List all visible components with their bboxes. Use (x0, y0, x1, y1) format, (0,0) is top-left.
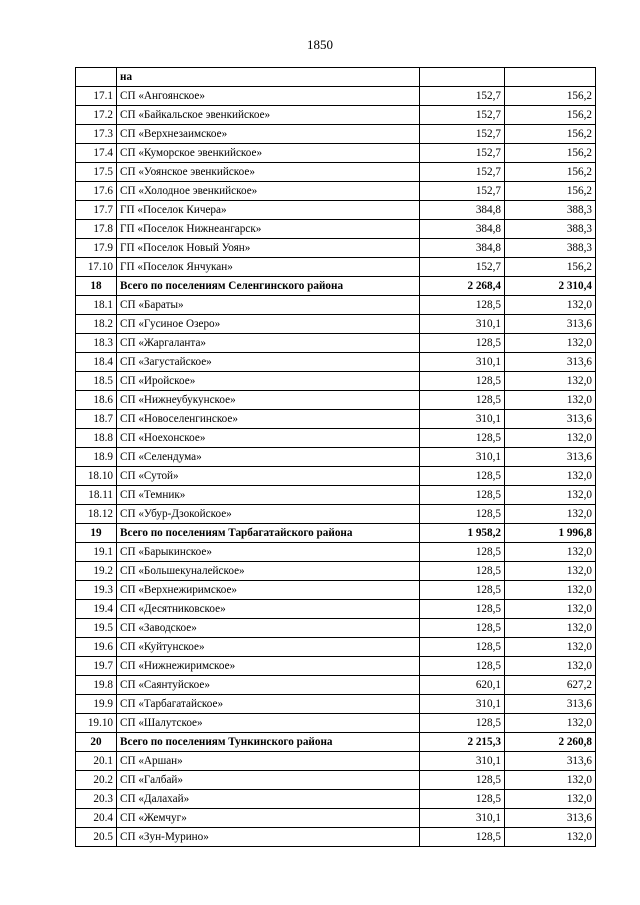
value-2-cell: 132,0 (505, 828, 596, 847)
table-row (76, 429, 596, 448)
value-2-cell: 156,2 (505, 106, 596, 125)
value-1-cell: 310,1 (420, 315, 505, 334)
value-2-cell: 2 260,8 (505, 733, 596, 752)
settlement-name-cell: СП «Верхнезаимское» (117, 125, 420, 144)
value-2-cell: 156,2 (505, 182, 596, 201)
value-1-cell: 128,5 (420, 505, 505, 524)
value-2-cell (505, 68, 596, 87)
table-row (76, 695, 596, 714)
value-2-cell: 132,0 (505, 600, 596, 619)
settlement-name-cell: СП «Нижнежиримское» (117, 657, 420, 676)
settlement-name-cell: на (117, 68, 420, 87)
value-2-cell: 156,2 (505, 125, 596, 144)
row-number-cell: 17.7 (76, 201, 117, 220)
value-1-cell: 128,5 (420, 714, 505, 733)
value-2-cell: 313,6 (505, 410, 596, 429)
row-number-cell: 17.9 (76, 239, 117, 258)
table-row (76, 296, 596, 315)
settlement-name-cell: СП «Сутой» (117, 467, 420, 486)
row-number-cell: 19 (76, 524, 117, 543)
value-1-cell: 128,5 (420, 391, 505, 410)
row-number-cell: 19.8 (76, 676, 117, 695)
table-row (76, 391, 596, 410)
row-number-cell: 19.1 (76, 543, 117, 562)
row-number-cell: 18.7 (76, 410, 117, 429)
value-1-cell: 128,5 (420, 429, 505, 448)
settlement-name-cell: СП «Шалутское» (117, 714, 420, 733)
row-number-cell: 17.8 (76, 220, 117, 239)
row-number-cell: 18.10 (76, 467, 117, 486)
table-row (76, 505, 596, 524)
value-1-cell: 384,8 (420, 220, 505, 239)
table-row-total (76, 733, 596, 752)
settlement-name-cell: СП «Жаргаланта» (117, 334, 420, 353)
value-1-cell: 128,5 (420, 771, 505, 790)
table-row-total (76, 524, 596, 543)
settlement-name-cell: СП «Куйтунское» (117, 638, 420, 657)
value-2-cell: 388,3 (505, 201, 596, 220)
settlement-name-cell: СП «Убур-Дзокойское» (117, 505, 420, 524)
row-number-cell: 19.10 (76, 714, 117, 733)
value-1-cell: 310,1 (420, 353, 505, 372)
value-2-cell: 132,0 (505, 467, 596, 486)
value-2-cell: 156,2 (505, 258, 596, 277)
table-row (76, 182, 596, 201)
value-1-cell: 128,5 (420, 296, 505, 315)
value-1-cell: 384,8 (420, 201, 505, 220)
table-row (76, 334, 596, 353)
value-1-cell: 2 215,3 (420, 733, 505, 752)
table-row (76, 581, 596, 600)
row-number-cell: 18.12 (76, 505, 117, 524)
table-row (76, 562, 596, 581)
value-1-cell: 128,5 (420, 486, 505, 505)
settlement-name-cell: Всего по поселениям Тарбагатайского района (117, 524, 420, 543)
value-2-cell: 132,0 (505, 372, 596, 391)
settlement-name-cell: СП «Аршан» (117, 752, 420, 771)
settlement-name-cell: СП «Селендума» (117, 448, 420, 467)
settlement-name-cell: СП «Гусиное Озеро» (117, 315, 420, 334)
settlement-name-cell: СП «Барыкинское» (117, 543, 420, 562)
row-number-cell: 19.2 (76, 562, 117, 581)
table-row (76, 619, 596, 638)
row-number-cell: 17.1 (76, 87, 117, 106)
row-number-cell: 17.6 (76, 182, 117, 201)
row-number-cell: 20.4 (76, 809, 117, 828)
value-1-cell: 620,1 (420, 676, 505, 695)
table-row (76, 125, 596, 144)
table-row (76, 410, 596, 429)
value-2-cell: 156,2 (505, 87, 596, 106)
settlement-name-cell: Всего по поселениям Тункинского района (117, 733, 420, 752)
value-1-cell: 310,1 (420, 809, 505, 828)
table-row-total (76, 68, 596, 87)
settlement-name-cell: СП «Верхнежиримское» (117, 581, 420, 600)
value-1-cell: 128,5 (420, 372, 505, 391)
page-number: 1850 (307, 37, 333, 52)
value-2-cell: 132,0 (505, 714, 596, 733)
row-number-cell: 17.10 (76, 258, 117, 277)
settlement-name-cell: СП «Ангоянское» (117, 87, 420, 106)
value-1-cell: 310,1 (420, 448, 505, 467)
row-number-cell: 19.7 (76, 657, 117, 676)
value-1-cell: 128,5 (420, 619, 505, 638)
table-row (76, 790, 596, 809)
settlement-name-cell: СП «Темник» (117, 486, 420, 505)
value-2-cell: 132,0 (505, 391, 596, 410)
row-number-cell: 18.2 (76, 315, 117, 334)
row-number-cell: 18.5 (76, 372, 117, 391)
value-1-cell: 152,7 (420, 258, 505, 277)
value-2-cell: 132,0 (505, 562, 596, 581)
row-number-cell: 18.9 (76, 448, 117, 467)
row-number-cell: 17.5 (76, 163, 117, 182)
value-1-cell: 152,7 (420, 163, 505, 182)
row-number-cell: 19.3 (76, 581, 117, 600)
table-row-total (76, 277, 596, 296)
value-2-cell: 388,3 (505, 220, 596, 239)
value-1-cell: 128,5 (420, 562, 505, 581)
value-2-cell: 313,6 (505, 315, 596, 334)
row-number-cell: 17.4 (76, 144, 117, 163)
value-1-cell: 152,7 (420, 87, 505, 106)
value-2-cell: 156,2 (505, 163, 596, 182)
table-row (76, 372, 596, 391)
table-row (76, 163, 596, 182)
value-1-cell: 1 958,2 (420, 524, 505, 543)
value-1-cell: 128,5 (420, 638, 505, 657)
value-2-cell: 132,0 (505, 790, 596, 809)
table-row (76, 201, 596, 220)
value-2-cell: 132,0 (505, 486, 596, 505)
value-1-cell: 128,5 (420, 657, 505, 676)
value-1-cell: 128,5 (420, 581, 505, 600)
table-row (76, 771, 596, 790)
table-row (76, 467, 596, 486)
settlement-name-cell: СП «Холодное эвенкийское» (117, 182, 420, 201)
settlement-name-cell: ГП «Поселок Кичера» (117, 201, 420, 220)
table-row (76, 258, 596, 277)
settlement-name-cell: Всего по поселениям Селенгинского района (117, 277, 420, 296)
value-1-cell: 128,5 (420, 790, 505, 809)
value-2-cell: 313,6 (505, 448, 596, 467)
value-1-cell: 2 268,4 (420, 277, 505, 296)
settlement-name-cell: СП «Десятниковское» (117, 600, 420, 619)
row-number-cell: 19.9 (76, 695, 117, 714)
value-2-cell: 132,0 (505, 619, 596, 638)
table-row (76, 657, 596, 676)
value-2-cell: 132,0 (505, 638, 596, 657)
settlement-name-cell: СП «Саянтуйское» (117, 676, 420, 695)
row-number-cell: 20.5 (76, 828, 117, 847)
value-1-cell: 152,7 (420, 182, 505, 201)
row-number-cell: 18.1 (76, 296, 117, 315)
row-number-cell: 18.6 (76, 391, 117, 410)
row-number-cell: 18.4 (76, 353, 117, 372)
value-1-cell: 152,7 (420, 106, 505, 125)
value-2-cell: 627,2 (505, 676, 596, 695)
row-number-cell: 19.6 (76, 638, 117, 657)
table-row (76, 239, 596, 258)
value-2-cell: 388,3 (505, 239, 596, 258)
row-number-cell: 18 (76, 277, 117, 296)
value-2-cell: 313,6 (505, 752, 596, 771)
row-number-cell: 18.8 (76, 429, 117, 448)
table-row (76, 828, 596, 847)
table-row (76, 315, 596, 334)
table-row (76, 486, 596, 505)
settlement-name-cell: СП «Зун-Мурино» (117, 828, 420, 847)
settlement-name-cell: СП «Загустайское» (117, 353, 420, 372)
settlement-name-cell: СП «Далахай» (117, 790, 420, 809)
table-row (76, 543, 596, 562)
table-row (76, 448, 596, 467)
value-2-cell: 132,0 (505, 296, 596, 315)
settlement-name-cell: СП «Уоянское эвенкийское» (117, 163, 420, 182)
value-2-cell: 132,0 (505, 334, 596, 353)
table-row (76, 752, 596, 771)
value-2-cell: 132,0 (505, 505, 596, 524)
settlement-name-cell: СП «Бараты» (117, 296, 420, 315)
value-1-cell: 152,7 (420, 144, 505, 163)
table-row (76, 87, 596, 106)
row-number-cell: 20.3 (76, 790, 117, 809)
value-2-cell: 2 310,4 (505, 277, 596, 296)
value-2-cell: 132,0 (505, 429, 596, 448)
settlement-name-cell: СП «Заводское» (117, 619, 420, 638)
value-1-cell: 152,7 (420, 125, 505, 144)
table-row (76, 220, 596, 239)
row-number-cell: 17.2 (76, 106, 117, 125)
table-row (76, 353, 596, 372)
table-row (76, 809, 596, 828)
value-2-cell: 156,2 (505, 144, 596, 163)
settlement-name-cell: СП «Куморское эвенкийское» (117, 144, 420, 163)
settlement-name-cell: СП «Ноехонское» (117, 429, 420, 448)
row-number-cell: 18.3 (76, 334, 117, 353)
settlement-name-cell: СП «Иройское» (117, 372, 420, 391)
value-2-cell: 313,6 (505, 353, 596, 372)
value-1-cell: 128,5 (420, 543, 505, 562)
value-1-cell: 128,5 (420, 467, 505, 486)
value-2-cell: 313,6 (505, 695, 596, 714)
row-number-cell: 18.11 (76, 486, 117, 505)
value-1-cell: 128,5 (420, 334, 505, 353)
row-number-cell: 20.2 (76, 771, 117, 790)
value-1-cell: 310,1 (420, 752, 505, 771)
row-number-cell (76, 68, 117, 87)
value-2-cell: 132,0 (505, 543, 596, 562)
row-number-cell: 19.5 (76, 619, 117, 638)
value-2-cell: 132,0 (505, 581, 596, 600)
value-1-cell: 128,5 (420, 600, 505, 619)
table-body (76, 68, 596, 847)
value-1-cell: 128,5 (420, 828, 505, 847)
value-1-cell: 310,1 (420, 695, 505, 714)
value-2-cell: 132,0 (505, 657, 596, 676)
settlement-name-cell: ГП «Поселок Нижнеангарск» (117, 220, 420, 239)
value-2-cell: 1 996,8 (505, 524, 596, 543)
settlement-name-cell: СП «Новоселенгинское» (117, 410, 420, 429)
table-row (76, 600, 596, 619)
settlement-name-cell: СП «Тарбагатайское» (117, 695, 420, 714)
settlement-name-cell: СП «Байкальское эвенкийское» (117, 106, 420, 125)
value-2-cell: 313,6 (505, 809, 596, 828)
settlement-name-cell: СП «Большекуналейское» (117, 562, 420, 581)
value-2-cell: 132,0 (505, 771, 596, 790)
settlement-name-cell: ГП «Поселок Новый Уоян» (117, 239, 420, 258)
settlement-name-cell: СП «Жемчуг» (117, 809, 420, 828)
row-number-cell: 20.1 (76, 752, 117, 771)
settlement-name-cell: СП «Галбай» (117, 771, 420, 790)
value-1-cell (420, 68, 505, 87)
table-row (76, 676, 596, 695)
value-1-cell: 384,8 (420, 239, 505, 258)
row-number-cell: 20 (76, 733, 117, 752)
table-row (76, 106, 596, 125)
settlement-name-cell: СП «Нижнеубукунское» (117, 391, 420, 410)
value-1-cell: 310,1 (420, 410, 505, 429)
budget-table (75, 67, 596, 847)
table-row (76, 638, 596, 657)
table-row (76, 714, 596, 733)
settlement-name-cell: ГП «Поселок Янчукан» (117, 258, 420, 277)
row-number-cell: 19.4 (76, 600, 117, 619)
table-row (76, 144, 596, 163)
row-number-cell: 17.3 (76, 125, 117, 144)
